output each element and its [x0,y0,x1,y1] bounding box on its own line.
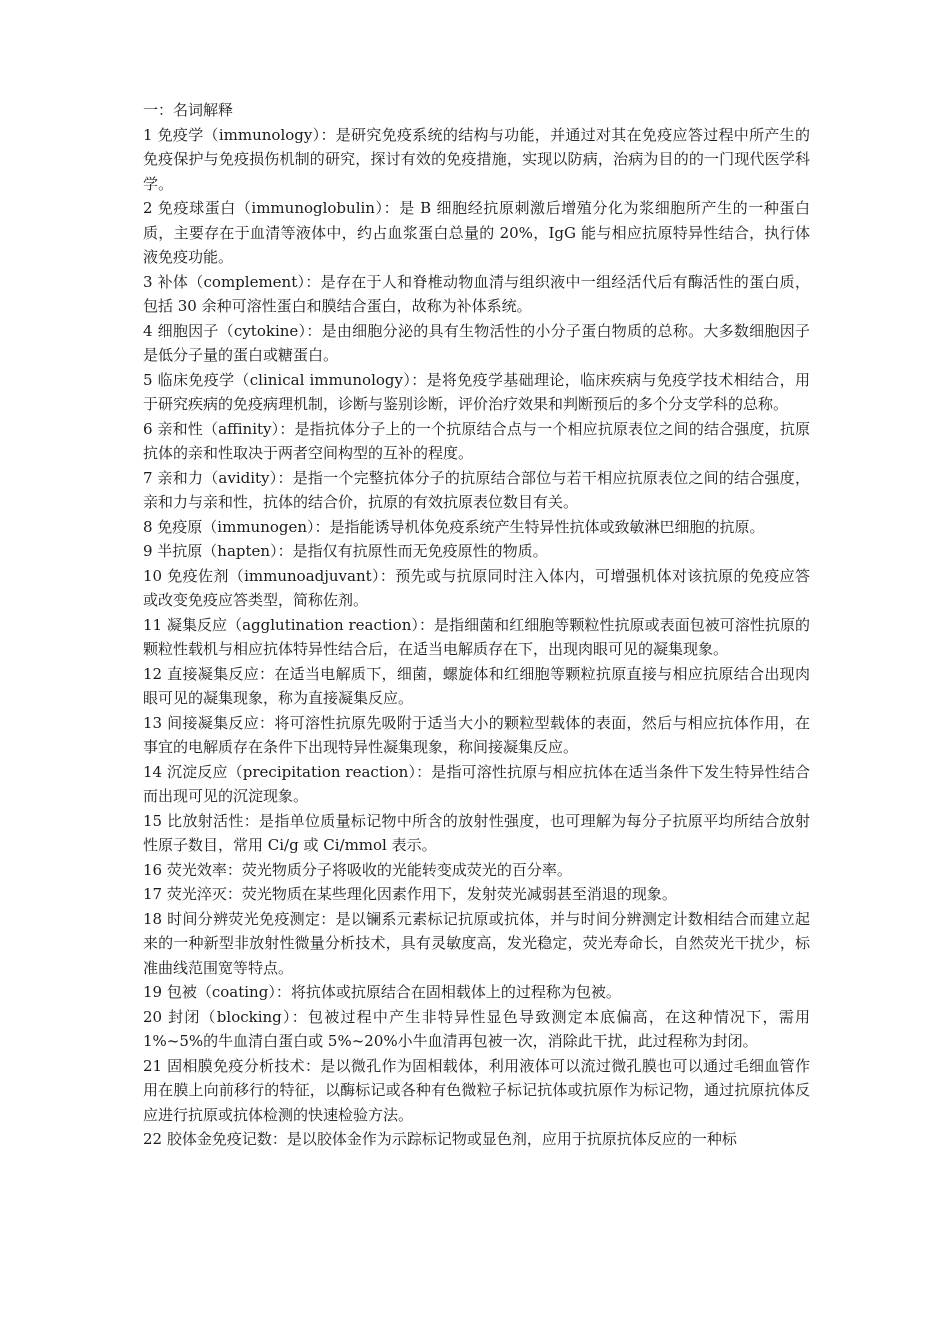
definition-entry: 17 荧光淬灭：荧光物质在某些理化因素作用下，发射荧光减弱甚至消退的现象。 [143,885,677,903]
definition-entry: 2 免疫球蛋白（immunoglobulin）：是 B 细胞经抗原刺激后增殖分化为浆细胞所产生的一种蛋白质，主要存在于血清等液体中，约占血浆蛋白总量的 20%，IgG 能与相应抗原特异性结合，执行体液免疫功能。 [143,199,810,266]
definition-entry: 5 临床免疫学（clinical immunology）：是将免疫学基础理论，临床疾病与免疫学技术相结合，用于研究疾病的免疫病理机制，诊断与鉴别诊断，评价治疗效果和判断预后的多个分支学科的总称。 [143,370,810,413]
definition-entry: 10 免疫佐剂（immunoadjuvant）：预先或与抗原同时注入体内，可增强机体对该抗原的免疫应答或改变免疫应答类型，简称佐剂。 [143,566,810,609]
definition-entry: 13 间接凝集反应：将可溶性抗原先吸附于适当大小的颗粒型载体的表面，然后与相应抗体作用，在事宜的电解质存在条件下出现特异性凝集现象，称间接凝集反应。 [143,713,810,756]
definition-entry: 21 固相膜免疫分析技术：是以微孔作为固相载体，利用液体可以流过微孔膜也可以通过毛细血管作用在膜上向前移行的特征，以酶标记或各种有色微粒子标记抗体或抗原作为标记物，通过抗原抗体反应进行抗原或抗体检测的快速检验方法。 [143,1056,810,1124]
definition-entry: 20 封闭（blocking）：包被过程中产生非特异性显色导致测定本底偏高，在这种情况下，需用 1%~5%的牛血清白蛋白或 5%~20%小牛血清再包被一次，消除此干扰，此过程称为封闭。 [143,1007,810,1050]
definition-entry: 7 亲和力（avidity）：是指一个完整抗体分子的抗原结合部位与若干相应抗原表位之间的结合强度，亲和力与亲和性，抗体的结合价，抗原的有效抗原表位数目有关。 [143,468,810,511]
definition-entry: 3 补体（complement）：是存在于人和脊椎动物血清与组织液中一组经活代后有酶活性的蛋白质，包括 30 余种可溶性蛋白和膜结合蛋白，故称为补体系统。 [143,272,810,315]
document-body [143,98,810,1152]
definition-entry: 16 荧光效率：荧光物质分子将吸收的光能转变成荧光的百分率。 [143,860,572,879]
definition-entry: 6 亲和性（affinity）：是指抗体分子上的一个抗原结合点与一个相应抗原表位之间的结合强度，抗原抗体的亲和性取决于两者空间构型的互补的程度。 [143,419,810,462]
definition-entry: 18 时间分辨荧光免疫测定：是以镧系元素标记抗原或抗体，并与时间分辨测定计数相结合而建立起来的一种新型非放射性微量分析技术，具有灵敏度高，发光稳定，荧光寿命长，自然荧光干扰少，标准曲线范围宽等特点。 [143,909,810,977]
definition-entry: 9 半抗原（hapten）：是指仅有抗原性而无免疫原性的物质。 [143,542,548,560]
definition-entry: 12 直接凝集反应：在适当电解质下，细菌，螺旋体和红细胞等颗粒抗原直接与相应抗原结合出现肉眼可见的凝集现象，称为直接凝集反应。 [143,664,810,707]
definition-entry: 14 沉淀反应（precipitation reaction）：是指可溶性抗原与相应抗体在适当条件下发生特异性结合而出现可见的沉淀现象。 [143,762,810,805]
definition-entry: 22 胶体金免疫记数：是以胶体金作为示踪标记物或显色剂，应用于抗原抗体反应的一种标 [143,1130,737,1148]
definition-entry: 4 细胞因子（cytokine）：是由细胞分泌的具有生物活性的小分子蛋白物质的总称。大多数细胞因子是低分子量的蛋白或糖蛋白。 [143,321,810,364]
definition-entry: 11 凝集反应（agglutination reaction）：是指细菌和红细胞等颗粒性抗原或表面包被可溶性抗原的颗粒性载机与相应抗体特异性结合后，在适当电解质存在下，出现肉眼可见的凝集现象。 [143,615,810,658]
section-title: 一：名词解释 [143,101,234,119]
definition-entry: 8 免疫原（immunogen）：是指能诱导机体免疫系统产生特异性抗体或致敏淋巴细胞的抗原。 [143,517,765,536]
definition-entry: 1 免疫学（immunology）：是研究免疫系统的结构与功能，并通过对其在免疫应答过程中所产生的免疫保护与免疫损伤机制的研究，探讨有效的免疫措施，实现以防病，治病为目的的一门现代医学科学。 [143,125,810,193]
definition-entry: 19 包被（coating）：将抗体或抗原结合在固相载体上的过程称为包被。 [143,983,621,1001]
definition-entry: 15 比放射活性：是指单位质量标记物中所含的放射性强度，也可理解为每分子抗原平均所结合放射性原子数目，常用 Ci/g 或 Ci/mmol 表示。 [143,811,810,854]
